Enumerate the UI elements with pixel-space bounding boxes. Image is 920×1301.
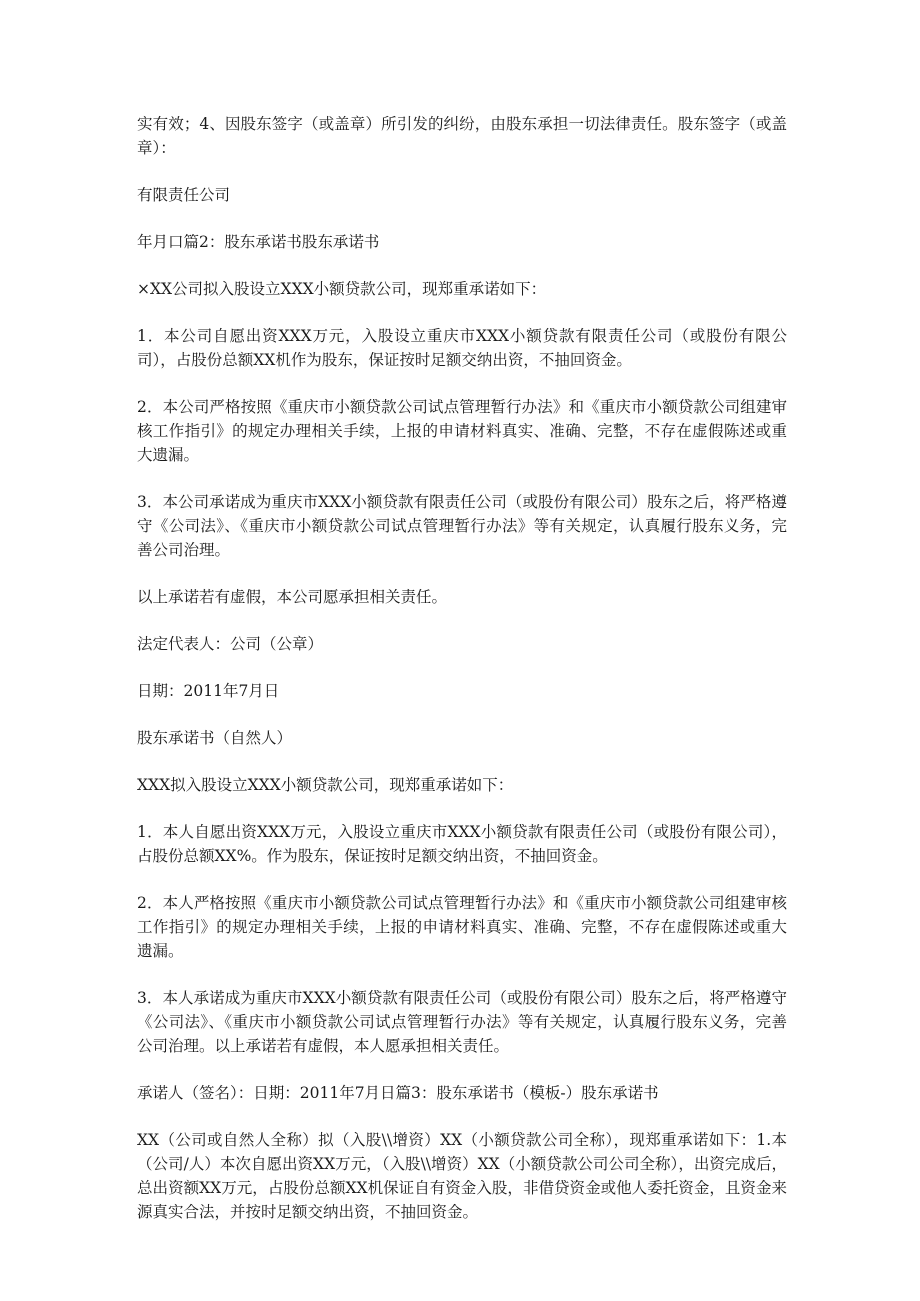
- paragraph-signature-clause: 实有效；4、因股东签字（或盖章）所引发的纠纷，由股东承担一切法律责任。股东签字（或盖章）：: [137, 115, 787, 157]
- paragraph-company-liability: 以上承诺若有虚假，本公司愿承担相关责任。: [137, 588, 448, 606]
- document-body: [137, 112, 787, 1224]
- paragraph-company-type: 有限责任公司: [137, 186, 231, 204]
- paragraph-company-item-1: 1．本公司自愿出资XXX万元，入股设立重庆市XXX小额贷款有限责任公司（或股份有限公司），占股份总额XX机作为股东，保证按时足额交纳出资，不抽回资金。: [137, 327, 787, 369]
- paragraph-date: 日期：2011年7月日: [137, 682, 280, 700]
- paragraph-company-item-3: 3．本公司承诺成为重庆市XXX小额贷款有限责任公司（或股份有限公司）股东之后，将严格遵守《公司法》、《重庆市小额贷款公司试点管理暂行办法》等有关规定，认真履行股东义务，完善公司治理。: [137, 493, 787, 559]
- paragraph-section-2-heading: 年月口篇2：股东承诺书股东承诺书: [137, 233, 380, 251]
- paragraph-company-intro: ×XX公司拟入股设立XXX小额贷款公司，现郑重承诺如下：: [137, 280, 547, 298]
- paragraph-natural-person-title: 股东承诺书（自然人）: [137, 729, 293, 747]
- paragraph-legal-representative: 法定代表人：公司（公章）: [137, 635, 324, 653]
- paragraph-signatory-section-3: 承诺人（签名）：日期：2011年7月日篇3：股东承诺书（模板-）股东承诺书: [137, 1084, 659, 1102]
- paragraph-person-item-1: 1．本人自愿出资XXX万元，入股设立重庆市XXX小额贷款有限责任公司（或股份有限公司），占股份总额XX%。作为股东，保证按时足额交纳出资，不抽回资金。: [137, 823, 787, 865]
- paragraph-person-item-2: 2．本人严格按照《重庆市小额贷款公司试点管理暂行办法》和《重庆市小额贷款公司组建审核工作指引》的规定办理相关手续，上报的申请材料真实、准确、完整，不存在虚假陈述或重大遗漏。: [137, 894, 787, 960]
- paragraph-company-item-2: 2．本公司严格按照《重庆市小额贷款公司试点管理暂行办法》和《重庆市小额贷款公司组建审核工作指引》的规定办理相关手续，上报的申请材料真实、准确、完整，不存在虚假陈述或重大遗漏。: [137, 398, 787, 464]
- paragraph-person-item-3: 3．本人承诺成为重庆市XXX小额贷款有限责任公司（或股份有限公司）股东之后，将严格遵守《公司法》、《重庆市小额贷款公司试点管理暂行办法》等有关规定，认真履行股东义务，完善公司治理。以上承诺若有虚假，本人愿承担相关责任。: [137, 989, 787, 1055]
- paragraph-person-intro: XXX拟入股设立XXX小额贷款公司，现郑重承诺如下：: [137, 776, 514, 794]
- paragraph-template-commitment: XX（公司或自然人全称）拟（入股\\增资）XX（小额贷款公司全称），现郑重承诺如下：1.本（公司/人）本次自愿出资XX万元，（入股\\增资）XX（小额贷款公司公司全称），出资完成后，总出资额XX万元，占股份总额XX机保证自有资金入股，非借贷资金或他人委托资金，且资金来源真实合法，并按时足额交纳出资，不抽回资金。: [137, 1131, 787, 1221]
